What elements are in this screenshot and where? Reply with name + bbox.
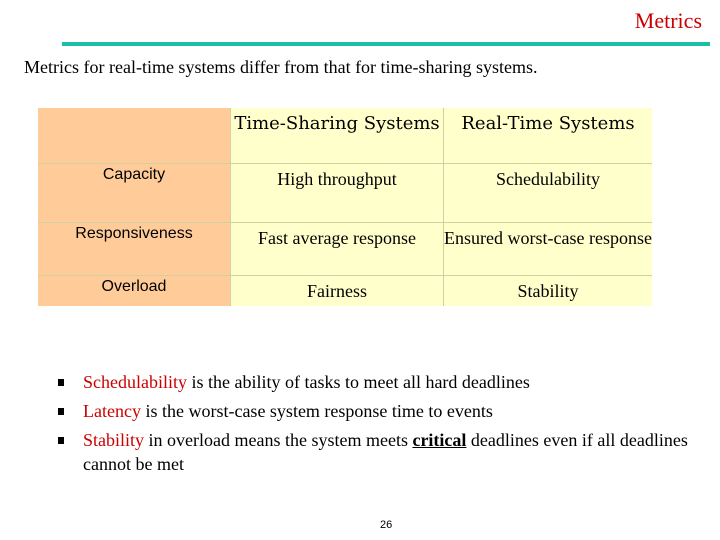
row-label: Responsiveness: [38, 223, 231, 276]
bullet-item: [58, 370, 698, 394]
table-row: [38, 276, 652, 307]
term-latency: Latency: [83, 401, 141, 421]
bullet-text: is the worst-case system response time to events: [140, 401, 493, 421]
header-time-sharing: Time-Sharing Systems: [231, 108, 444, 164]
metrics-table: [38, 108, 652, 306]
intro-text: Metrics for real-time systems differ from that for time-sharing systems.: [24, 57, 538, 77]
square-bullet-icon: [58, 408, 64, 415]
table-cell: Stability: [444, 276, 653, 307]
bullet-item: [58, 399, 698, 423]
row-label: Capacity: [38, 164, 231, 223]
term-stability: Stability: [83, 430, 145, 450]
table-cell: Fairness: [231, 276, 444, 307]
slide-title: Metrics: [634, 8, 702, 33]
emphasis-critical: critical: [412, 430, 467, 450]
row-label: Overload: [38, 276, 231, 307]
bullet-list: [58, 370, 698, 481]
bullet-text: deadlines even if all deadlines cannot be met: [83, 430, 688, 474]
term-schedulability: Schedulability: [83, 372, 187, 392]
square-bullet-icon: [58, 379, 64, 386]
table-header-row: [38, 108, 652, 164]
table-cell: High throughput: [231, 164, 444, 223]
title-rule: [62, 42, 710, 46]
table-row: [38, 223, 652, 276]
table-cell: Schedulability: [444, 164, 653, 223]
square-bullet-icon: [58, 437, 64, 444]
table-cell: Fast average response: [231, 223, 444, 276]
page-number: 26: [380, 519, 393, 531]
bullet-text: is the ability of tasks to meet all hard deadlines: [186, 372, 530, 392]
bullet-text: in overload means the system meets: [144, 430, 413, 450]
header-corner-cell: [38, 108, 231, 164]
bullet-item: [58, 428, 698, 476]
header-real-time: Real-Time Systems: [444, 108, 653, 164]
table-row: [38, 164, 652, 223]
table-cell: Ensured worst-case response: [444, 223, 653, 276]
